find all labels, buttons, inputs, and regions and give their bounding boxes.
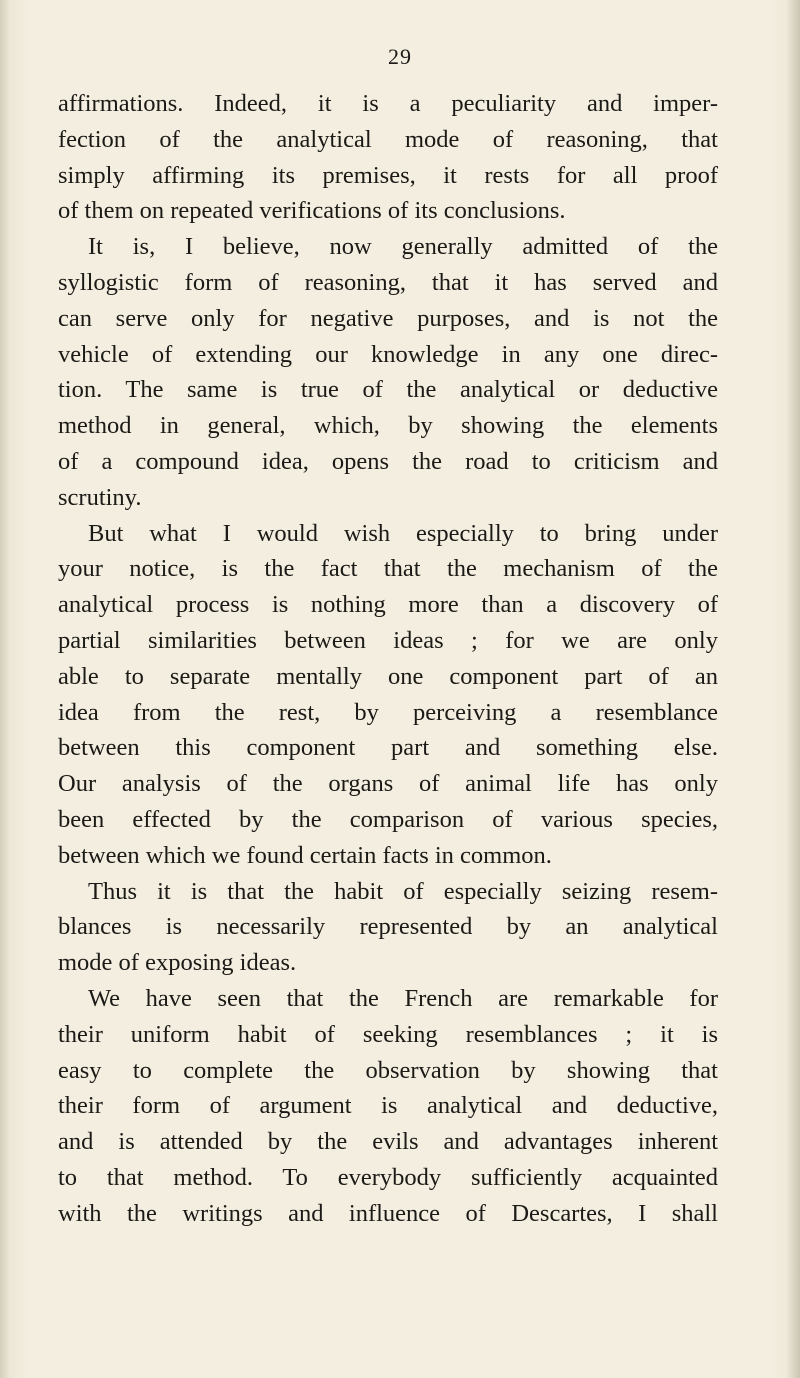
text-line: simply affirming its premises, it rests for all proof bbox=[58, 161, 718, 189]
text-line: tion. The same is true of the analytical or deductive bbox=[58, 376, 718, 404]
text-line: their uniform habit of seeking resemblances ; it is bbox=[58, 1020, 718, 1048]
text-line: blances is necessarily represented by an analytical bbox=[58, 913, 718, 941]
text-line: analytical process is nothing more than a discovery of bbox=[58, 591, 718, 619]
text-line: method in general, which, by showing the elements bbox=[58, 412, 718, 440]
text-line: It is, I believe, now generally admitted of the bbox=[88, 233, 718, 261]
text-line: scrutiny. bbox=[58, 483, 142, 511]
text-line: easy to complete the observation by showing that bbox=[58, 1056, 718, 1084]
text-line: been effected by the comparison of various species, bbox=[58, 805, 718, 833]
text-line: syllogistic form of reasoning, that it has served and bbox=[58, 268, 718, 296]
text-line: of a compound idea, opens the road to criticism and bbox=[58, 447, 718, 475]
text-line: fection of the analytical mode of reasoning, that bbox=[58, 125, 718, 153]
text-line: to that method. To everybody sufficiently acquainted bbox=[58, 1163, 718, 1191]
text-line: Our analysis of the organs of animal life has only bbox=[58, 770, 718, 798]
text-line: their form of argument is analytical and deductive, bbox=[58, 1092, 718, 1120]
text-line: Thus it is that the habit of especially seizing resem- bbox=[88, 877, 718, 905]
text-line: and is attended by the evils and advantages inherent bbox=[58, 1128, 718, 1156]
text-line: with the writings and influence of Descartes, I shall bbox=[58, 1199, 718, 1227]
text-line: between this component part and something else. bbox=[58, 734, 718, 762]
page-number: 29 bbox=[388, 44, 412, 69]
text-line: We have seen that the French are remarkable for bbox=[88, 984, 718, 1012]
text-line: affirmations. Indeed, it is a peculiarity and imper- bbox=[58, 90, 718, 117]
text-line: can serve only for negative purposes, and is not the bbox=[58, 304, 718, 332]
text-line: mode of exposing ideas. bbox=[58, 949, 297, 977]
text-line: between which we found certain facts in common. bbox=[58, 841, 552, 869]
text-line: vehicle of extending our knowledge in any one direc- bbox=[58, 340, 718, 368]
text-line: your notice, is the fact that the mechanism of the bbox=[58, 555, 718, 583]
text-line: able to separate mentally one component part of an bbox=[58, 662, 718, 690]
text-line: But what I would wish especially to bring under bbox=[88, 519, 718, 547]
text-line: idea from the rest, by perceiving a resemblance bbox=[58, 698, 718, 726]
text-line: of them on repeated verifications of its conclusions. bbox=[58, 197, 566, 225]
text-line: partial similarities between ideas ; for we are only bbox=[58, 626, 718, 654]
body-text bbox=[58, 86, 718, 1232]
page-gutter-shadow bbox=[0, 0, 10, 1378]
page-edge-shadow bbox=[786, 0, 800, 1378]
